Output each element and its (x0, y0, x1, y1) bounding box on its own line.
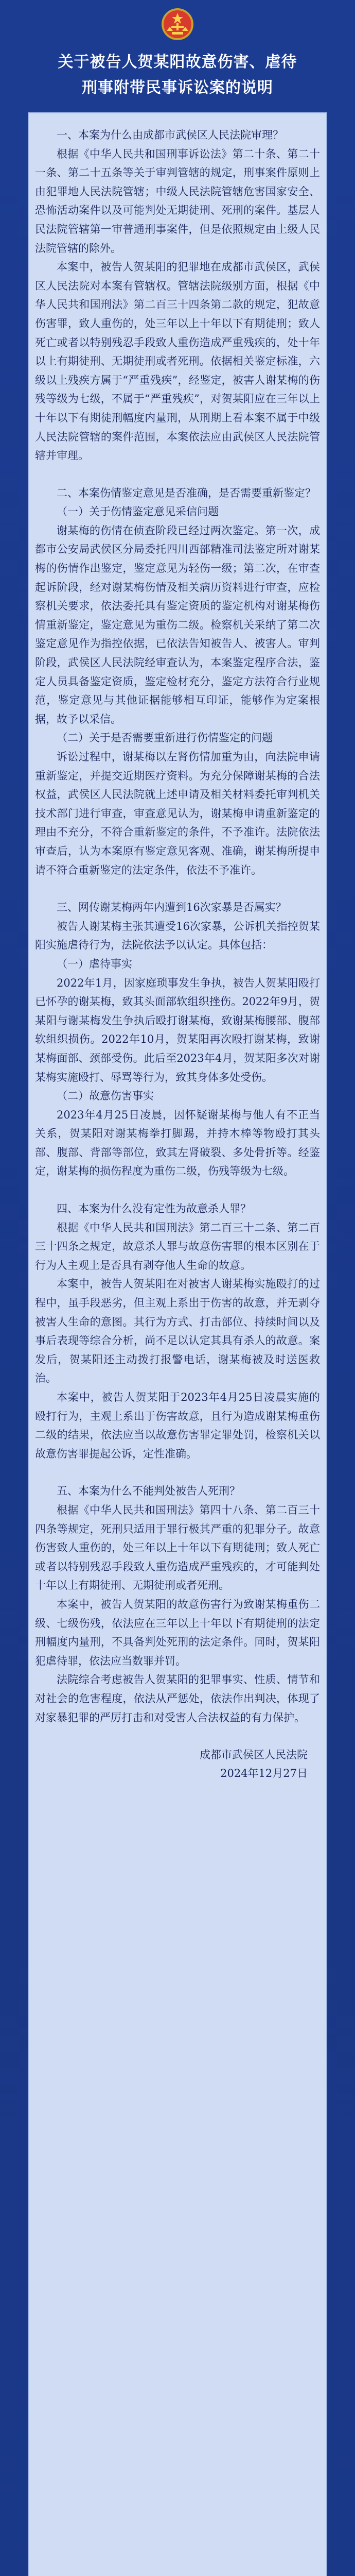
section-heading-2: 二、本案伤情鉴定意见是否准确，是否需要重新鉴定？ (57, 486, 316, 499)
court-emblem-icon (161, 7, 194, 41)
signature-block (35, 1745, 320, 1783)
title-line-2: 刑事附带民事诉讼案的说明 (82, 79, 273, 97)
paragraph: 2023年4月25日凌晨，因怀疑谢某梅与他人有不正当关系，贺某阳对谢某梅拳打脚踢，并持木棒等物殴打其头部、腹部、背部等部位，致其左肾破裂、多处骨折等。经鉴定，谢某梅的损伤程度为重伤二级，伤残等级为七级。 (35, 1108, 320, 1178)
section-heading-5: 五、本案为什么不能判处被告人死刑？ (57, 1485, 240, 1498)
section-heading-3: 三、网传谢某梅两年内遭到16次家暴是否属实？ (57, 901, 287, 914)
paragraph: 根据《中华人民共和国刑法》第四十八条、第二百三十四条等规定，死刑只适用于罪行极其严重的犯罪分子。故意伤害致人重伤的，处三年以上十年以下有期徒刑；致人死亡或者以特别残忍手段致人重伤造成严重残疾的，才可能判处十年以上有期徒刑、无期徒刑或者死刑。 (35, 1503, 320, 1592)
paragraph: 根据《中华人民共和国刑事诉讼法》第二十条、第二十一条、第二十五条等关于审判管辖的规定，刑事案件原则上由犯罪地人民法院管辖；中级人民法院管辖危害国家安全、恐怖活动案件以及可能判处无期徒刑、死刑的案件。基层人民法院管辖第一审普通刑事案件，但是依照规定由上级人民法院管辖的除外。 (35, 147, 320, 255)
document-title (21, 49, 334, 101)
signature-date: 2024年12月27日 (220, 1767, 308, 1780)
paragraph: 本案中，被告人贺某阳在对被害人谢某梅实施殴打的过程中，虽手段恶劣，但主观上系出于伤害的故意，并无剥夺被害人生命的意图。其行为方式、打击部位、持续时间以及事后表现等综合分析，尚不足以认定其具有杀人的故意。案发后，贺某阳还主动拨打报警电话，谢某梅被及时送医救治。 (35, 1278, 320, 1385)
subheading: （二）故意伤害事实 (57, 1090, 154, 1103)
paragraph: 根据《中华人民共和国刑法》第二百三十二条、第二百三十四条之规定，故意杀人罪与故意伤害罪的根本区别在于行为人主观上是否具有剥夺他人生命的故意。 (35, 1221, 320, 1272)
paragraph: 谢某梅的伤情在侦查阶段已经过两次鉴定。第一次，成都市公安局武侯区分局委托四川西部精准司法鉴定所对谢某梅的伤情作出鉴定，鉴定意见为轻伤一级；第二次，在审查起诉阶段，经对谢某梅伤情及相关病历资料进行审查，应检察机关要求，依法委托具有鉴定资质的鉴定机构对谢某梅伤情重新鉴定，鉴定意见为重伤二级。检察机关采纳了第二次鉴定意见作为指控依据，已依法告知被告人、被害人。审判阶段，武侯区人民法院经审查认为，本案鉴定程序合法，鉴定人员具备鉴定资质，鉴定检材充分，鉴定方法符合行业规范，鉴定意见与其他证据能够相互印证，能够作为定案根据，故予以采信。 (35, 524, 320, 725)
paragraph: 2022年1月，因家庭琐事发生争执，被告人贺某阳殴打已怀孕的谢某梅，致其头面部软组织挫伤。2022年9月，贺某阳与谢某梅发生争执后殴打谢某梅，致谢某梅腰部、腹部软组织损伤。2022年10月，贺某阳再次殴打谢某梅，致谢某梅面部、颈部受伤。此后至2023年4月，贺某阳多次对谢某梅实施殴打、辱骂等行为，致其身体多处受伤。 (35, 976, 320, 1083)
section-heading-1: 一、本案为什么由成都市武侯区人民法院审理？ (57, 129, 283, 141)
paragraph: 诉讼过程中，谢某梅以左肾伤情加重为由，向法院申请重新鉴定，并提交近期医疗资料。为充分保障谢某梅的合法权益，武侯区人民法院就上述申请及相关材料委托审判机关技术部门进行审查，审查意见认为，谢某梅申请重新鉴定的理由不充分，不符合重新鉴定的条件，不予准许。法院依法审查后，认为本案原有鉴定意见客观、准确，谢某梅所提申请不符合重新鉴定的法定条件，依法不予准许。 (35, 751, 320, 876)
paragraph: 本案中，被告人贺某阳的犯罪地在成都市武侯区，武侯区人民法院对本案有管辖权。管辖法院级别方面，根据《中华人民共和国刑法》第二百三十四条第二款的规定，犯故意伤害罪，致人重伤的，处三年以上十年以下有期徒刑；致人死亡或者以特别残忍手段致人重伤造成严重残疾的，处十年以上有期徒刑、无期徒刑或者死刑。依据相关鉴定标准，六级以上残疾方属于“严重残疾”，经鉴定，被害人谢某梅的伤残等级为七级，不属于“严重残疾”，对贺某阳应在三年以上十年以下有期徒刑幅度内量刑，从刑期上看本案不属于中级人民法院管辖的案件范围，本案依法应由武侯区人民法院管辖并审理。 (35, 261, 320, 462)
paragraph: 法院综合考虑被告人贺某阳的犯罪事实、性质、情节和对社会的危害程度，依法从严惩处，依法作出判决，体现了对家暴犯罪的严厉打击和对受害人合法权益的有力保护。 (35, 1673, 320, 1724)
title-line-1: 关于被告人贺某阳故意伤害、虐待 (58, 53, 297, 71)
paragraph: 被告人谢某梅主张其遭受16次家暴，公诉机关指控贺某阳实施虐待行为，法院依法予以认定。具体包括： (35, 920, 320, 952)
signature-court: 成都市武侯区人民法院 (200, 1749, 308, 1761)
paragraph: 本案中，被告人贺某阳的故意伤害行为致谢某梅重伤二级、七级伤残，依法应在三年以上十年以下有期徒刑的法定刑幅度内量刑，不具备判处死刑的法定条件。同时，贺某阳犯虐待罪，依法应当数罪并罚。 (35, 1598, 320, 1667)
document-body (35, 126, 320, 1783)
section-heading-4: 四、本案为什么没有定性为故意杀人罪？ (57, 1202, 251, 1215)
subheading: （一）关于伤情鉴定意见采信问题 (57, 505, 219, 518)
subheading: （一）虐待事实 (57, 957, 132, 970)
subheading: （二）关于是否需要重新进行伤情鉴定的问题 (57, 732, 273, 744)
paragraph: 本案中，被告人贺某阳于2023年4月25日凌晨实施的殴打行为，主观上系出于伤害故意，且行为造成谢某梅重伤二级的结果，依法应当以故意伤害罪定罪处罚，检察机关以故意伤害罪提起公诉，定性准确。 (35, 1391, 320, 1460)
